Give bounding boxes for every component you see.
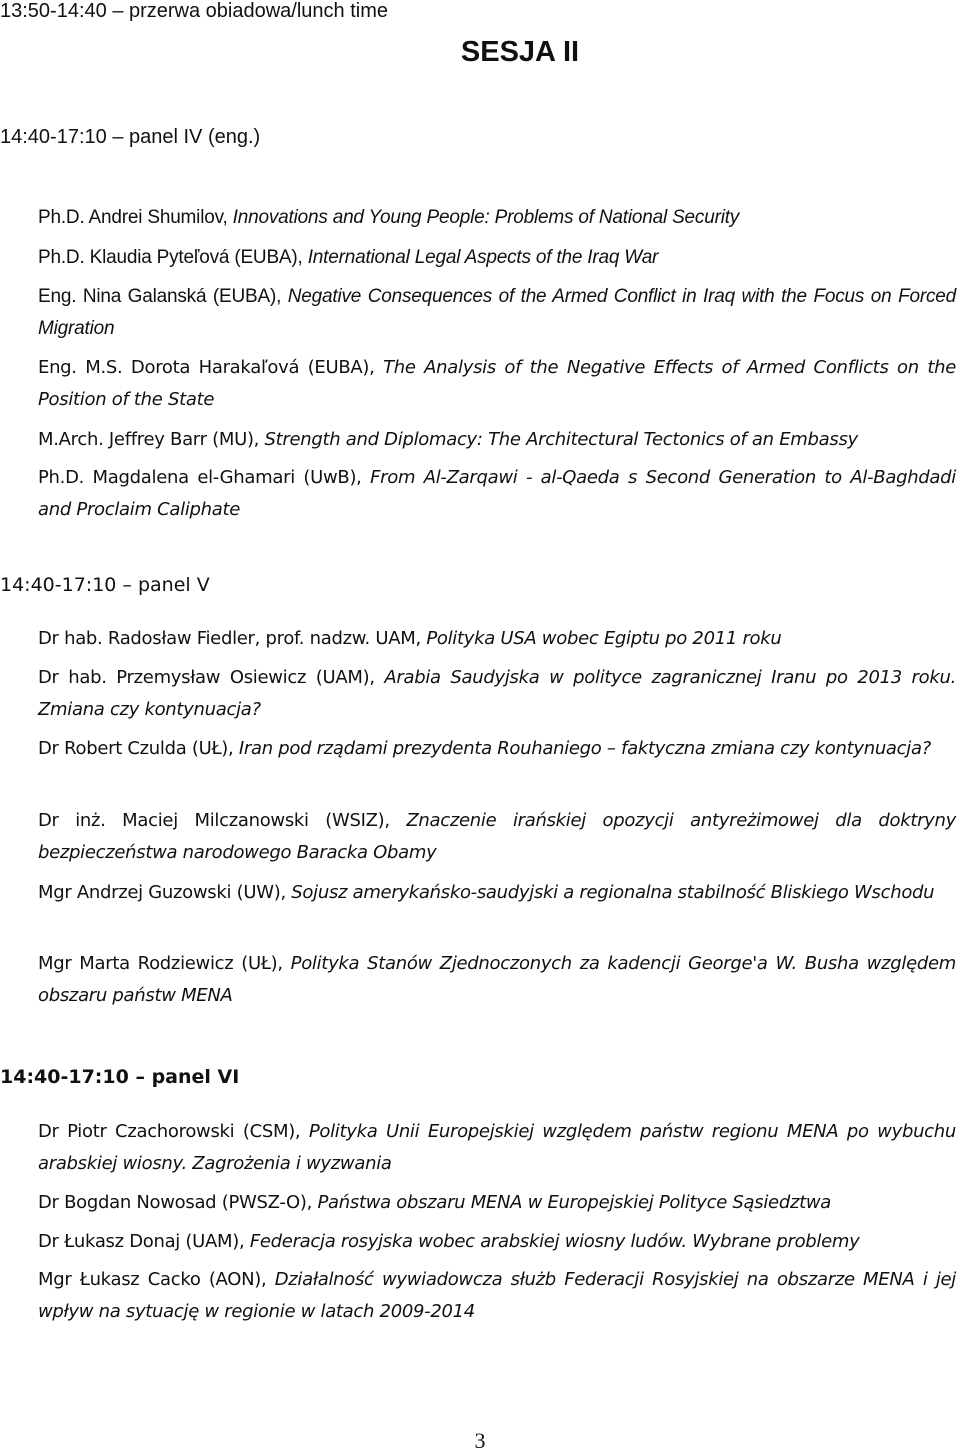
list-item: Eng. M.S. Dorota Harakaľová (EUBA), The Analysis of the Negative Effects of Armed Conflicts on the Position of the State xyxy=(38,357,956,410)
list-item: Ph.D. Klaudia Pyteľová (EUBA), International Legal Aspects of the Iraq War xyxy=(38,247,659,268)
list-item: Dr inż. Maciej Milczanowski (WSIZ), Znaczenie irańskiej opozycji antyreżimowej dla doktryny bezpieczeństwa narodowego Baracka Obamy xyxy=(38,810,956,863)
lunch-break-line: 13:50-14:40 – przerwa obiadowa/lunch time xyxy=(0,0,389,22)
list-item: Eng. Nina Galanská (EUBA), Negative Consequences of the Armed Conflict in Iraq with the Focus on Forced Migration xyxy=(38,286,956,339)
list-item: Mgr Marta Rodziewicz (UŁ), Polityka Stanów Zjednoczonych za kadencji George'a W. Busha względem obszaru państw MENA xyxy=(38,953,956,1006)
panel-iv-heading: 14:40-17:10 – panel IV (eng.) xyxy=(0,126,261,148)
page-number: 3 xyxy=(474,1428,486,1453)
panel-v-heading: 14:40-17:10 – panel V xyxy=(0,574,210,596)
list-item: Dr hab. Przemysław Osiewicz (UAM), Arabia Saudyjska w polityce zagranicznej Iranu po 2013 roku. Zmiana czy kontynuacja? xyxy=(38,667,956,720)
list-item: Dr Bogdan Nowosad (PWSZ-O), Państwa obszaru MENA w Europejskiej Polityce Sąsiedztwa xyxy=(38,1192,832,1213)
list-item: Dr Łukasz Donaj (UAM), Federacja rosyjska wobec arabskiej wiosny ludów. Wybrane problemy xyxy=(38,1231,860,1252)
session-title: SESJA II xyxy=(460,36,580,68)
list-item: Dr hab. Radosław Fiedler, prof. nadzw. UAM, Polityka USA wobec Egiptu po 2011 roku xyxy=(38,628,782,649)
list-item: Ph.D. Andrei Shumilov, Innovations and Young People: Problems of National Security xyxy=(38,207,740,228)
list-item: Ph.D. Magdalena el-Ghamari (UwB), From Al-Zarqawi - al-Qaeda s Second Generation to Al-Baghdadi and Proclaim Caliphate xyxy=(38,467,956,520)
panel-vi-heading: 14:40-17:10 – panel VI xyxy=(0,1066,240,1088)
list-item: Dr Piotr Czachorowski (CSM), Polityka Unii Europejskiej względem państw regionu MENA po wybuchu arabskiej wiosny. Zagrożenia i wyzwania xyxy=(38,1121,956,1174)
list-item: M.Arch. Jeffrey Barr (MU), Strength and Diplomacy: The Architectural Tectonics of an Embassy xyxy=(38,429,858,450)
list-item: Mgr Łukasz Cacko (AON), Działalność wywiadowcza służb Federacji Rosyjskiej na obszarze MENA i jej wpływ na sytuację w regionie w latach 2009-2014 xyxy=(38,1269,957,1322)
list-item: Dr Robert Czulda (UŁ), Iran pod rządami prezydenta Rouhaniego – faktyczna zmiana czy kontynuacja? xyxy=(38,738,931,759)
list-item: Mgr Andrzej Guzowski (UW), Sojusz amerykańsko-saudyjski a regionalna stabilność Bliskiego Wschodu xyxy=(38,882,935,903)
